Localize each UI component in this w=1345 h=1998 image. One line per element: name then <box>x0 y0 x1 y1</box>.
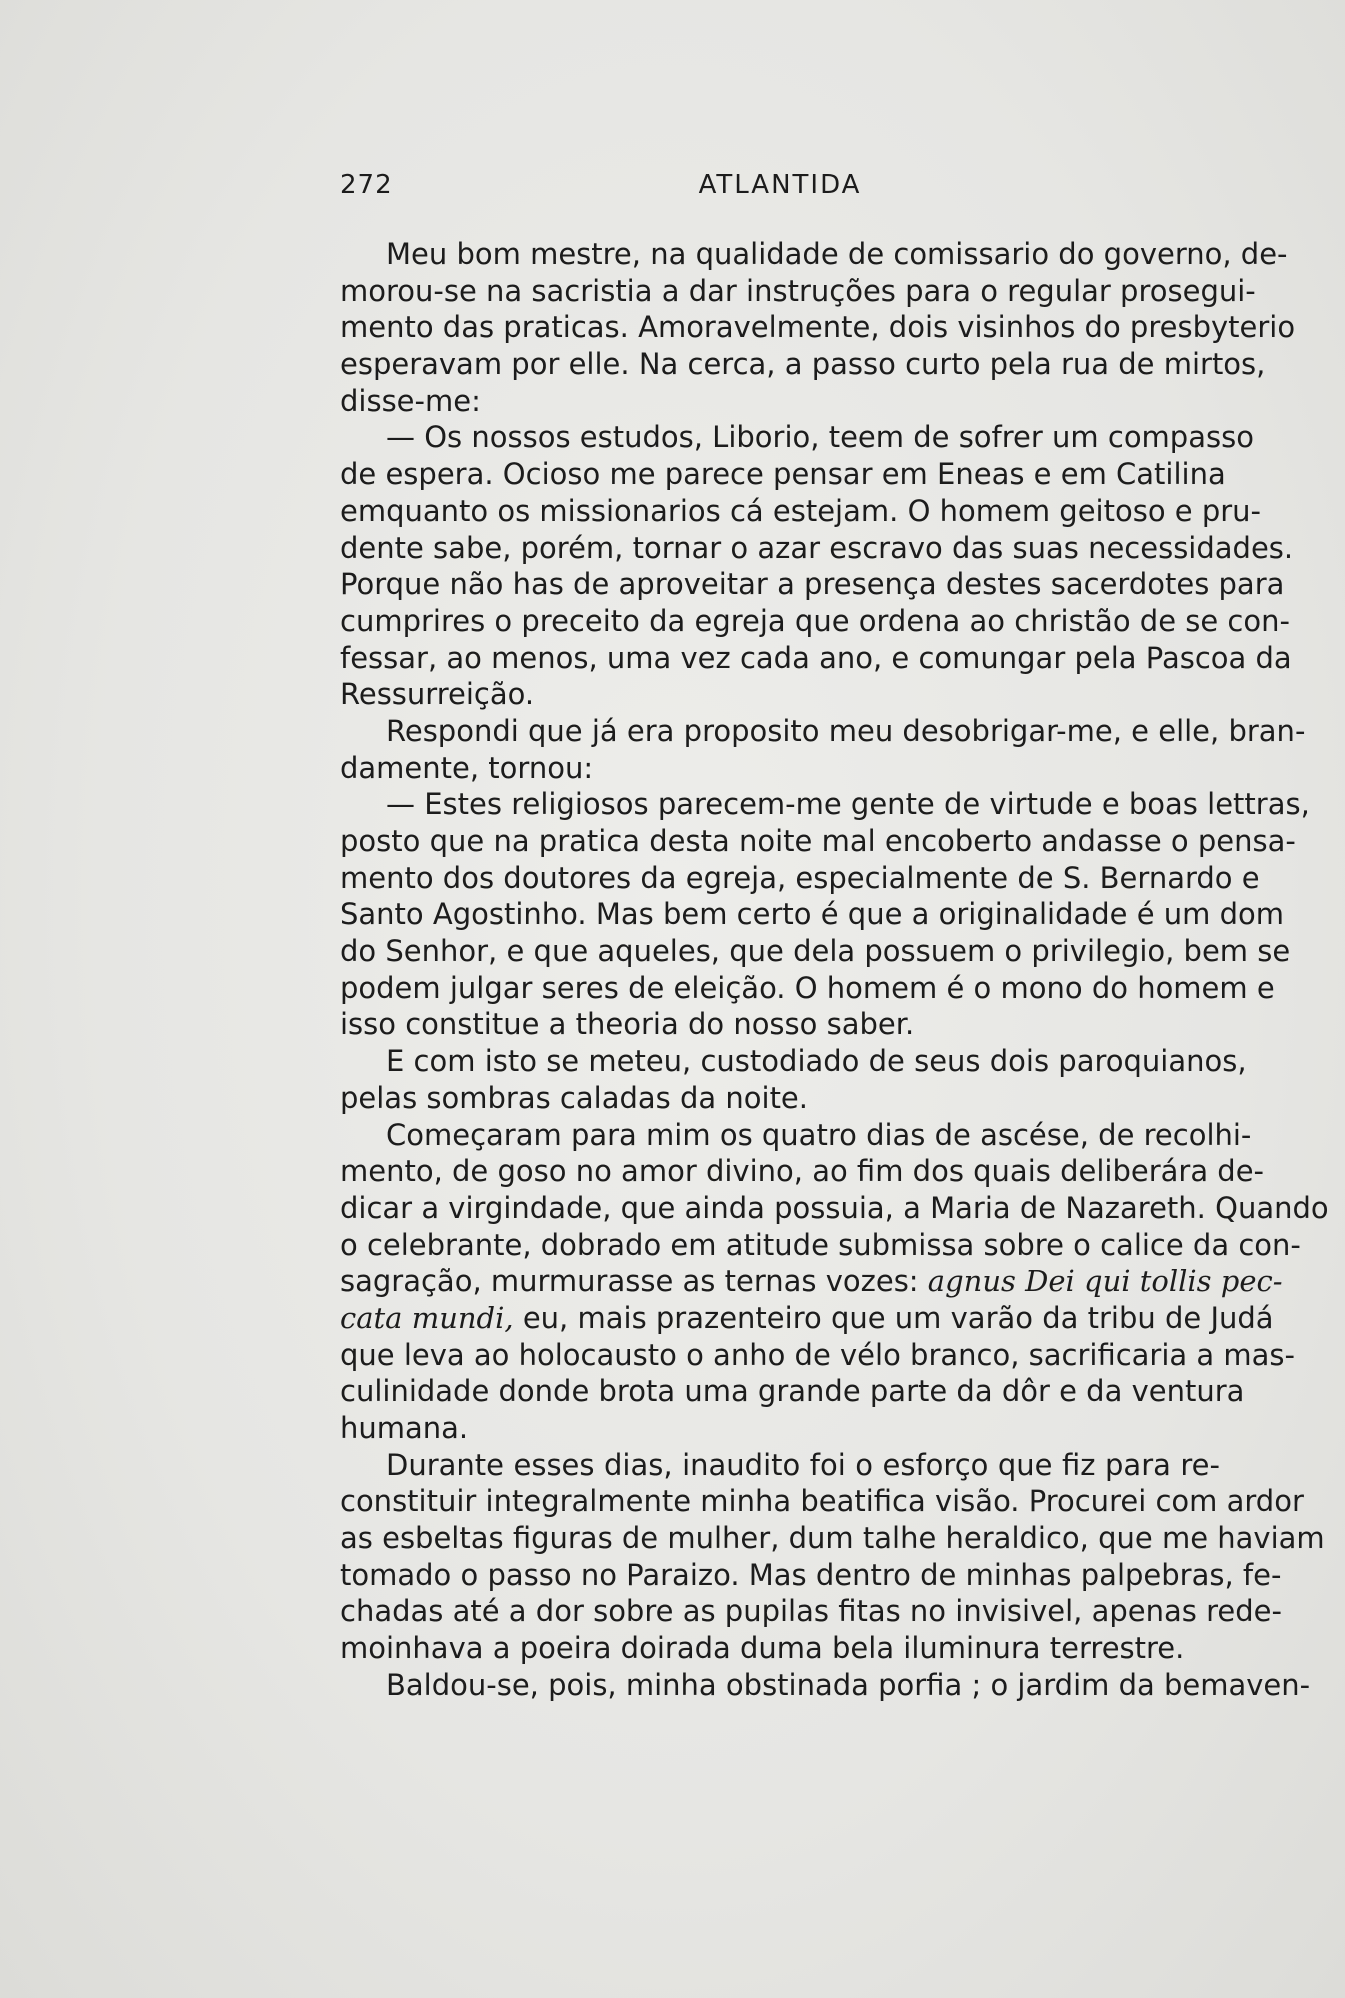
text-line <box>340 896 1285 933</box>
text-line <box>340 530 1294 567</box>
line-text: isso constitue a theoria do nosso saber. <box>340 1007 915 1042</box>
text-line <box>340 1300 1274 1337</box>
text-line <box>340 933 1291 970</box>
text-line <box>340 1373 1245 1410</box>
line-text: o celebrante, dobrado em atitude submissa sobre o calice da con- <box>340 1227 1301 1262</box>
line-text: culinidade donde brota uma grande parte da dôr e da ventura <box>340 1374 1245 1409</box>
text-line <box>340 603 1290 640</box>
line-text: Meu bom mestre, na qualidade de comissario do governo, de- <box>386 237 1288 271</box>
line-text: cumprires o preceito da egreja que ordena ao christão de se con- <box>340 603 1290 638</box>
italic-latin-text: agnus Dei qui tollis pec- <box>927 1264 1283 1299</box>
line-text: disse-me: <box>340 383 481 418</box>
line-text: as esbeltas figuras de mulher, dum talhe heraldico, que me haviam <box>340 1521 1325 1556</box>
text-line <box>340 1520 1325 1557</box>
line-text: E com isto se meteu, custodiado de seus dois paroquianos, <box>386 1044 1247 1079</box>
line-text: esperavam por elle. Na cerca, a passo curto pela rua de mirtos, <box>340 347 1266 382</box>
text-line <box>340 640 1292 677</box>
text-line <box>340 1593 1282 1630</box>
body-text <box>340 236 1329 1704</box>
line-text: que leva ao holocausto o anho de vélo branco, sacrificaria a mas- <box>340 1337 1295 1372</box>
italic-latin-text: cata mundi, <box>340 1300 514 1335</box>
line-text: Respondi que já era proposito meu desobrigar-me, e elle, bran- <box>386 713 1306 748</box>
text-line <box>340 1483 1304 1520</box>
text-line <box>340 1190 1329 1227</box>
line-text: dente sabe, porém, tornar o azar escravo das suas necessidades. <box>340 530 1294 565</box>
page-header <box>340 170 1220 210</box>
line-text: de espera. Ocioso me parece pensar em Eneas e em Catilina <box>340 457 1226 492</box>
text-line <box>340 346 1266 383</box>
line-text: — Estes religiosos parecem-me gente de virtude e boas lettras, <box>386 787 1310 822</box>
text-line <box>340 1337 1295 1374</box>
line-text: Baldou-se, pois, minha obstinada porfia ; o jardim da bemaven- <box>386 1667 1311 1702</box>
line-text: Ressurreição. <box>340 677 535 712</box>
text-line <box>340 309 1296 346</box>
line-text: posto que na pratica desta noite mal encoberto andasse o pensa- <box>340 824 1296 858</box>
line-text: — Os nossos estudos, Liborio, teem de sofrer um compasso <box>386 420 1254 455</box>
text-line <box>340 1263 1283 1300</box>
text-line <box>340 1410 1220 1447</box>
page-number: 272 <box>340 170 393 200</box>
line-text: Santo Agostinho. Mas bem certo é que a originalidade é um dom <box>340 897 1285 932</box>
text-line <box>340 860 1260 897</box>
line-text: dicar a virgindade, que ainda possuia, a Maria de Nazareth. Quando <box>340 1190 1329 1225</box>
text-line <box>340 1227 1301 1264</box>
text-line <box>340 750 1220 787</box>
text-line <box>340 970 1275 1007</box>
line-text: mento, de goso no amor divino, ao fim dos quais deliberára de- <box>340 1154 1265 1189</box>
text-line <box>340 1153 1265 1190</box>
text-line <box>340 566 1285 603</box>
text-line <box>340 676 1220 713</box>
line-text-after: eu, mais prazenteiro que um varão da tribu de Judá <box>513 1300 1274 1335</box>
text-line <box>340 1080 1220 1117</box>
text-line <box>340 786 1310 823</box>
text-line <box>340 236 1288 273</box>
text-line <box>340 383 1220 420</box>
text-line <box>340 1630 1220 1667</box>
line-text: sagração, murmurasse as ternas vozes: <box>340 1264 928 1299</box>
line-text: tomado o passo no Paraizo. Mas dentro de minhas palpebras, fe- <box>340 1557 1282 1592</box>
text-line <box>340 1667 1311 1704</box>
text-line <box>340 1447 1220 1484</box>
line-text: podem julgar seres de eleição. O homem é o mono do homem e <box>340 970 1275 1005</box>
text-line <box>340 823 1296 860</box>
line-text: emquanto os missionarios cá estejam. O homem geitoso e pru- <box>340 493 1262 528</box>
line-text: chadas até a dor sobre as pupilas fitas no invisivel, apenas rede- <box>340 1594 1282 1629</box>
line-text: constituir integralmente minha beatifica visão. Procurei com ardor <box>340 1484 1304 1519</box>
line-text: humana. <box>340 1411 469 1445</box>
line-text: fessar, ao menos, uma vez cada ano, e comungar pela Pascoa da <box>340 640 1292 675</box>
text-line <box>340 1043 1247 1080</box>
line-text: moinhava a poeira doirada duma bela iluminura terrestre. <box>340 1631 1185 1666</box>
text-line <box>340 1557 1282 1594</box>
text-line <box>340 1117 1252 1154</box>
line-text: Começaram para mim os quatro dias de ascése, de recolhi- <box>386 1117 1252 1152</box>
line-text: do Senhor, e que aqueles, que dela possuem o privilegio, bem se <box>340 934 1291 969</box>
line-text: damente, tornou: <box>340 750 594 785</box>
text-line <box>340 273 1256 310</box>
line-text: Porque não has de aproveitar a presença destes sacerdotes para <box>340 567 1285 602</box>
line-text: pelas sombras caladas da noite. <box>340 1080 808 1115</box>
text-line <box>340 713 1306 750</box>
running-title: ATLANTIDA <box>698 170 862 200</box>
text-line <box>340 456 1226 493</box>
line-text: mento dos doutores da egreja, especialmente de S. Bernardo e <box>340 860 1260 895</box>
text-line <box>340 493 1262 530</box>
line-text: Durante esses dias, inaudito foi o esforço que fiz para re- <box>386 1447 1220 1482</box>
text-line <box>340 419 1254 456</box>
line-text: morou-se na sacristia a dar instruções para o regular prosegui- <box>340 273 1256 308</box>
line-text: mento das praticas. Amoravelmente, dois visinhos do presbyterio <box>340 310 1296 345</box>
text-line <box>340 1006 1220 1043</box>
